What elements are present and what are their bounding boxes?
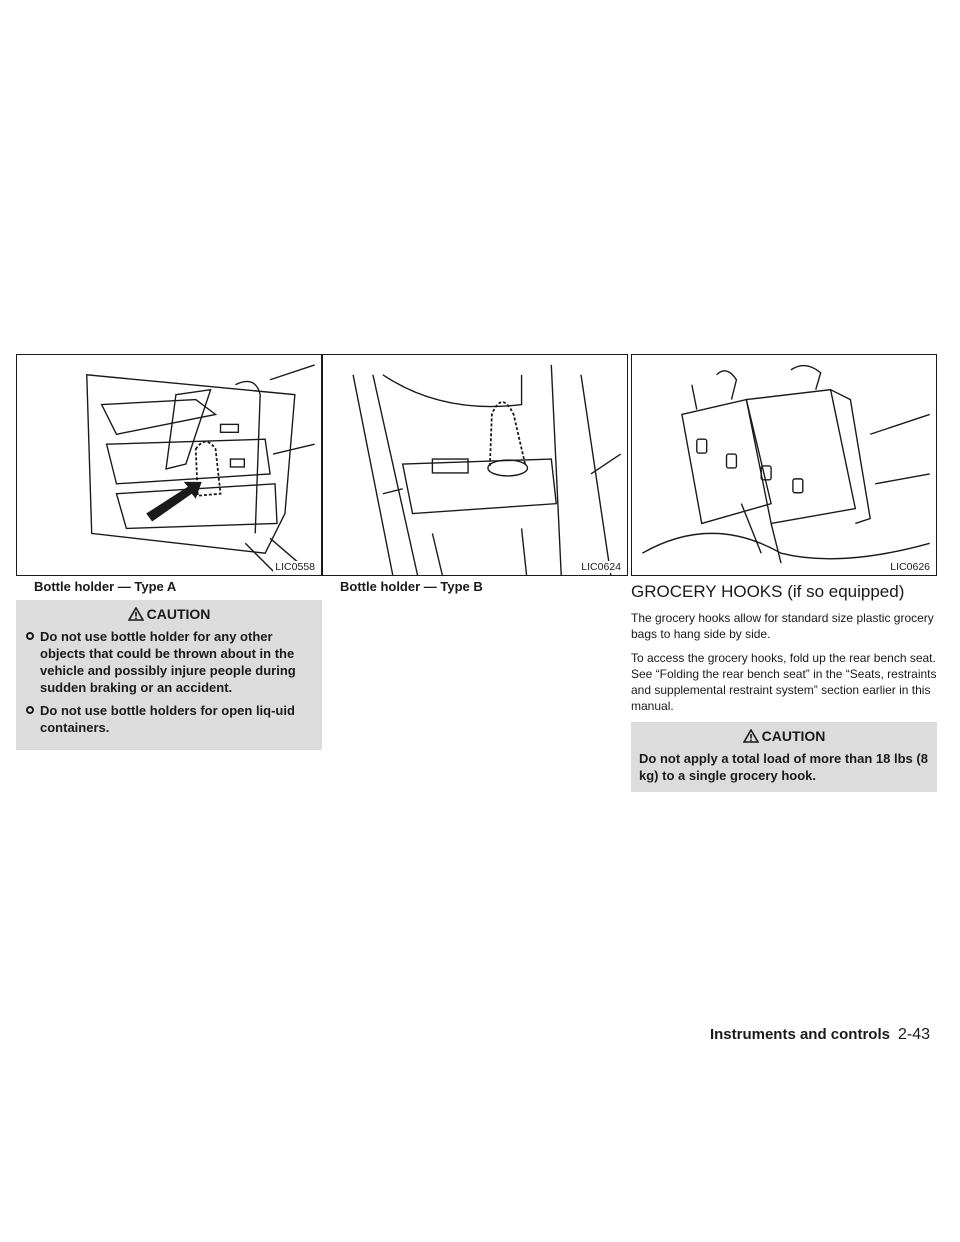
figure-code: LIC0626 bbox=[890, 561, 930, 573]
section-title: GROCERY HOOKS (if so equipped) bbox=[631, 582, 905, 601]
caution-box-bottle bbox=[16, 600, 322, 750]
door-panel-illustration bbox=[17, 355, 321, 575]
console-illustration bbox=[323, 355, 627, 575]
caution-heading bbox=[639, 728, 929, 744]
caution-item: Do not use bottle holders for open liq-uid containers. bbox=[24, 702, 314, 736]
figure-bottle-holder-type-b bbox=[322, 354, 628, 576]
column-left bbox=[16, 354, 322, 750]
warning-icon bbox=[743, 729, 759, 743]
paragraph: The grocery hooks allow for standard size plastic grocery bags to hang side by side. bbox=[631, 611, 934, 641]
figure-grocery-hooks bbox=[631, 354, 937, 576]
caution-item: Do not use bottle holder for any other objects that could be thrown about in the vehicle and possibly injure people during sudden braking or an accident. bbox=[24, 628, 314, 696]
caution-heading bbox=[24, 606, 314, 622]
paragraph: To access the grocery hooks, fold up the rear bench seat. See “Folding the rear bench seat” in the “Seats, restraints and supplemental restraint system” section earlier in this manual. bbox=[631, 651, 937, 713]
warning-icon bbox=[128, 607, 144, 621]
figure-code: LIC0624 bbox=[581, 561, 621, 573]
rear-seat-illustration bbox=[632, 355, 936, 575]
caution-text: Do not apply a total load of more than 18 lbs (8 kg) to a single grocery hook. bbox=[639, 751, 928, 783]
figure-code: LIC0558 bbox=[275, 561, 315, 573]
figure-caption: Bottle holder — Type B bbox=[340, 579, 483, 594]
column-right bbox=[631, 354, 937, 792]
figure-caption: Bottle holder — Type A bbox=[34, 579, 177, 594]
caution-list bbox=[24, 628, 314, 736]
caution-box-grocery bbox=[631, 722, 937, 792]
caution-title: CAUTION bbox=[146, 606, 211, 622]
page-number: 2-43 bbox=[897, 1026, 930, 1043]
footer-section-name: Instruments and controls bbox=[709, 1026, 890, 1043]
page-footer bbox=[710, 1026, 930, 1044]
column-middle bbox=[322, 354, 628, 594]
figure-bottle-holder-type-a bbox=[16, 354, 322, 576]
caution-title: CAUTION bbox=[761, 728, 826, 744]
